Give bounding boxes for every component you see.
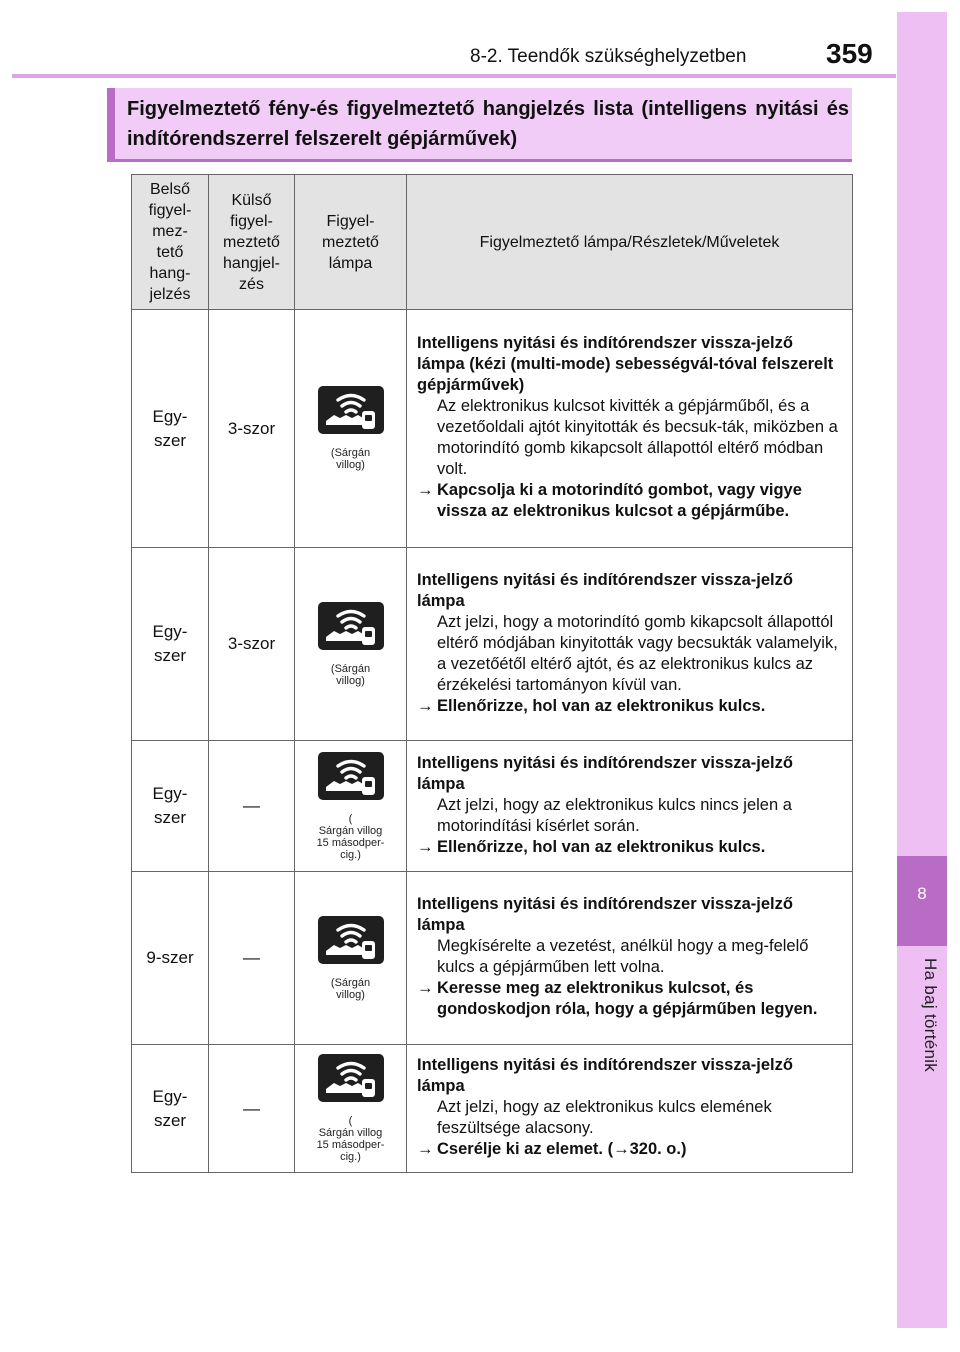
warning-lamp-cell — [295, 741, 407, 872]
header-warning-lamp: Figyel- meztető lámpa — [295, 175, 407, 310]
details-cell — [407, 872, 853, 1045]
detail-body: Az elektronikus kulcsot kivitték a gépjárműből, és a vezetőoldali ajtót kinyitották és becsuk-ták, miközben a motorindító gomb kikapcsolt állapottól eltérő módban volt. — [437, 397, 838, 478]
detail-body: Megkísérelte a vezetést, anélkül hogy a meg-felelő kulcs a gépjárműben lett volna. — [437, 937, 809, 976]
external-buzzer-cell: — — [209, 741, 295, 872]
details-cell — [407, 310, 853, 548]
action-text: Ellenőrizze, hol van az elektronikus kulcs. — [437, 837, 766, 856]
key-warning-lamp-icon — [318, 916, 384, 964]
arrow-icon: → — [417, 979, 434, 997]
table-row — [132, 548, 853, 741]
section-heading: Figyelmeztető fény-és figyelmeztető hangjelzés lista (intelligens nyitási és indítórendszerrel felszerelt gépjárművek) — [127, 98, 849, 150]
detail-action — [417, 837, 842, 858]
warning-lamp-cell — [295, 872, 407, 1045]
warning-table — [131, 174, 853, 1173]
external-buzzer-cell: — — [209, 1045, 295, 1173]
key-warning-lamp-icon — [318, 752, 384, 800]
action-text: Keresse meg az elektronikus kulcsot, és gondoskodjon róla, hogy a gépjárműben legyen. — [437, 979, 818, 1018]
details-cell — [407, 1045, 853, 1173]
header-divider — [12, 74, 896, 78]
external-buzzer-cell: — — [209, 872, 295, 1045]
arrow-icon: → — [417, 837, 434, 856]
action-text: Kapcsolja ki a motorindító gombot, vagy vigye vissza az elektronikus kulcsot a gépjárműbe. — [437, 481, 802, 520]
header-internal-buzzer: Belső figyel- mez- tető hang- jelzés — [132, 175, 209, 310]
section-title: 8-2. Teendők szükséghelyzetben — [470, 46, 747, 67]
arrow-icon: → — [417, 696, 434, 715]
detail-title: Intelligens nyitási és indítórendszer vissza-jelző lámpa (kézi (multi-mode) sebességvál-tóval felszerelt gépjárművek) — [417, 334, 834, 394]
detail-title: Intelligens nyitási és indítórendszer vissza-jelző lámpa — [417, 1056, 793, 1095]
internal-buzzer-cell: Egy- szer — [132, 741, 209, 872]
page-number: 359 — [826, 38, 873, 69]
external-buzzer-cell: 3-szor — [209, 310, 295, 548]
table-row — [132, 741, 853, 872]
table-header-row — [132, 175, 853, 310]
arrow-icon: → — [417, 481, 434, 499]
detail-action — [417, 696, 842, 717]
detail-body: Azt jelzi, hogy az elektronikus kulcs nincs jelen a motorindítási kísérlet során. — [437, 795, 792, 835]
detail-title: Intelligens nyitási és indítórendszer vissza-jelző lámpa — [417, 895, 793, 934]
warning-lamp-cell — [295, 310, 407, 548]
warning-lamp-cell — [295, 548, 407, 741]
detail-body: Azt jelzi, hogy az elektronikus kulcs elemének feszültsége alacsony. — [437, 1098, 772, 1137]
table-row — [132, 1045, 853, 1173]
chapter-number: 8 — [917, 884, 927, 903]
arrow-icon: → — [417, 1140, 434, 1158]
warning-lamp-cell — [295, 1045, 407, 1173]
header-details: Figyelmeztető lámpa/Részletek/Műveletek — [407, 175, 853, 310]
internal-buzzer-cell: 9-szer — [132, 872, 209, 1045]
key-warning-lamp-icon — [318, 386, 384, 434]
internal-buzzer-cell: Egy- szer — [132, 310, 209, 548]
key-warning-lamp-icon — [318, 1054, 384, 1102]
external-buzzer-cell: 3-szor — [209, 548, 295, 741]
action-text: Cserélje ki az elemet. (→320. o.) — [437, 1140, 687, 1158]
table-row — [132, 872, 853, 1045]
header-external-buzzer: Külső figyel- meztető hangjel- zés — [209, 175, 295, 310]
detail-action — [417, 1139, 842, 1160]
lamp-caption: (Sárgán villog) — [330, 662, 371, 687]
lamp-caption: (Sárgán villog) — [330, 447, 371, 471]
detail-title: Intelligens nyitási és indítórendszer vissza-jelző lámpa — [417, 570, 793, 610]
table-row — [132, 310, 853, 548]
detail-title: Intelligens nyitási és indítórendszer vissza-jelző lámpa — [417, 753, 793, 793]
section-heading-box — [107, 88, 852, 162]
detail-body: Azt jelzi, hogy a motorindító gomb kikapcsolt állapottól eltérő módjában kinyitották vagy becsukták valamelyik, a vezetőétől eltérő ajtót, és az elektronikus kulcs az érzékelési tartományon kívül van. — [437, 612, 838, 694]
chapter-label: Ha baj történik — [921, 958, 940, 1073]
lamp-caption: (Sárgán villog) — [330, 976, 371, 1001]
detail-action — [417, 978, 842, 1020]
details-cell — [407, 741, 853, 872]
lamp-caption: ( Sárgán villog 15 másodper- cig.) — [316, 1115, 385, 1163]
details-cell — [407, 548, 853, 741]
key-warning-lamp-icon — [318, 602, 384, 650]
internal-buzzer-cell: Egy- szer — [132, 548, 209, 741]
lamp-caption: ( Sárgán villog 15 másodper- cig.) — [316, 812, 385, 861]
internal-buzzer-cell: Egy- szer — [132, 1045, 209, 1173]
action-text: Ellenőrizze, hol van az elektronikus kulcs. — [437, 696, 766, 715]
detail-action — [417, 480, 842, 522]
